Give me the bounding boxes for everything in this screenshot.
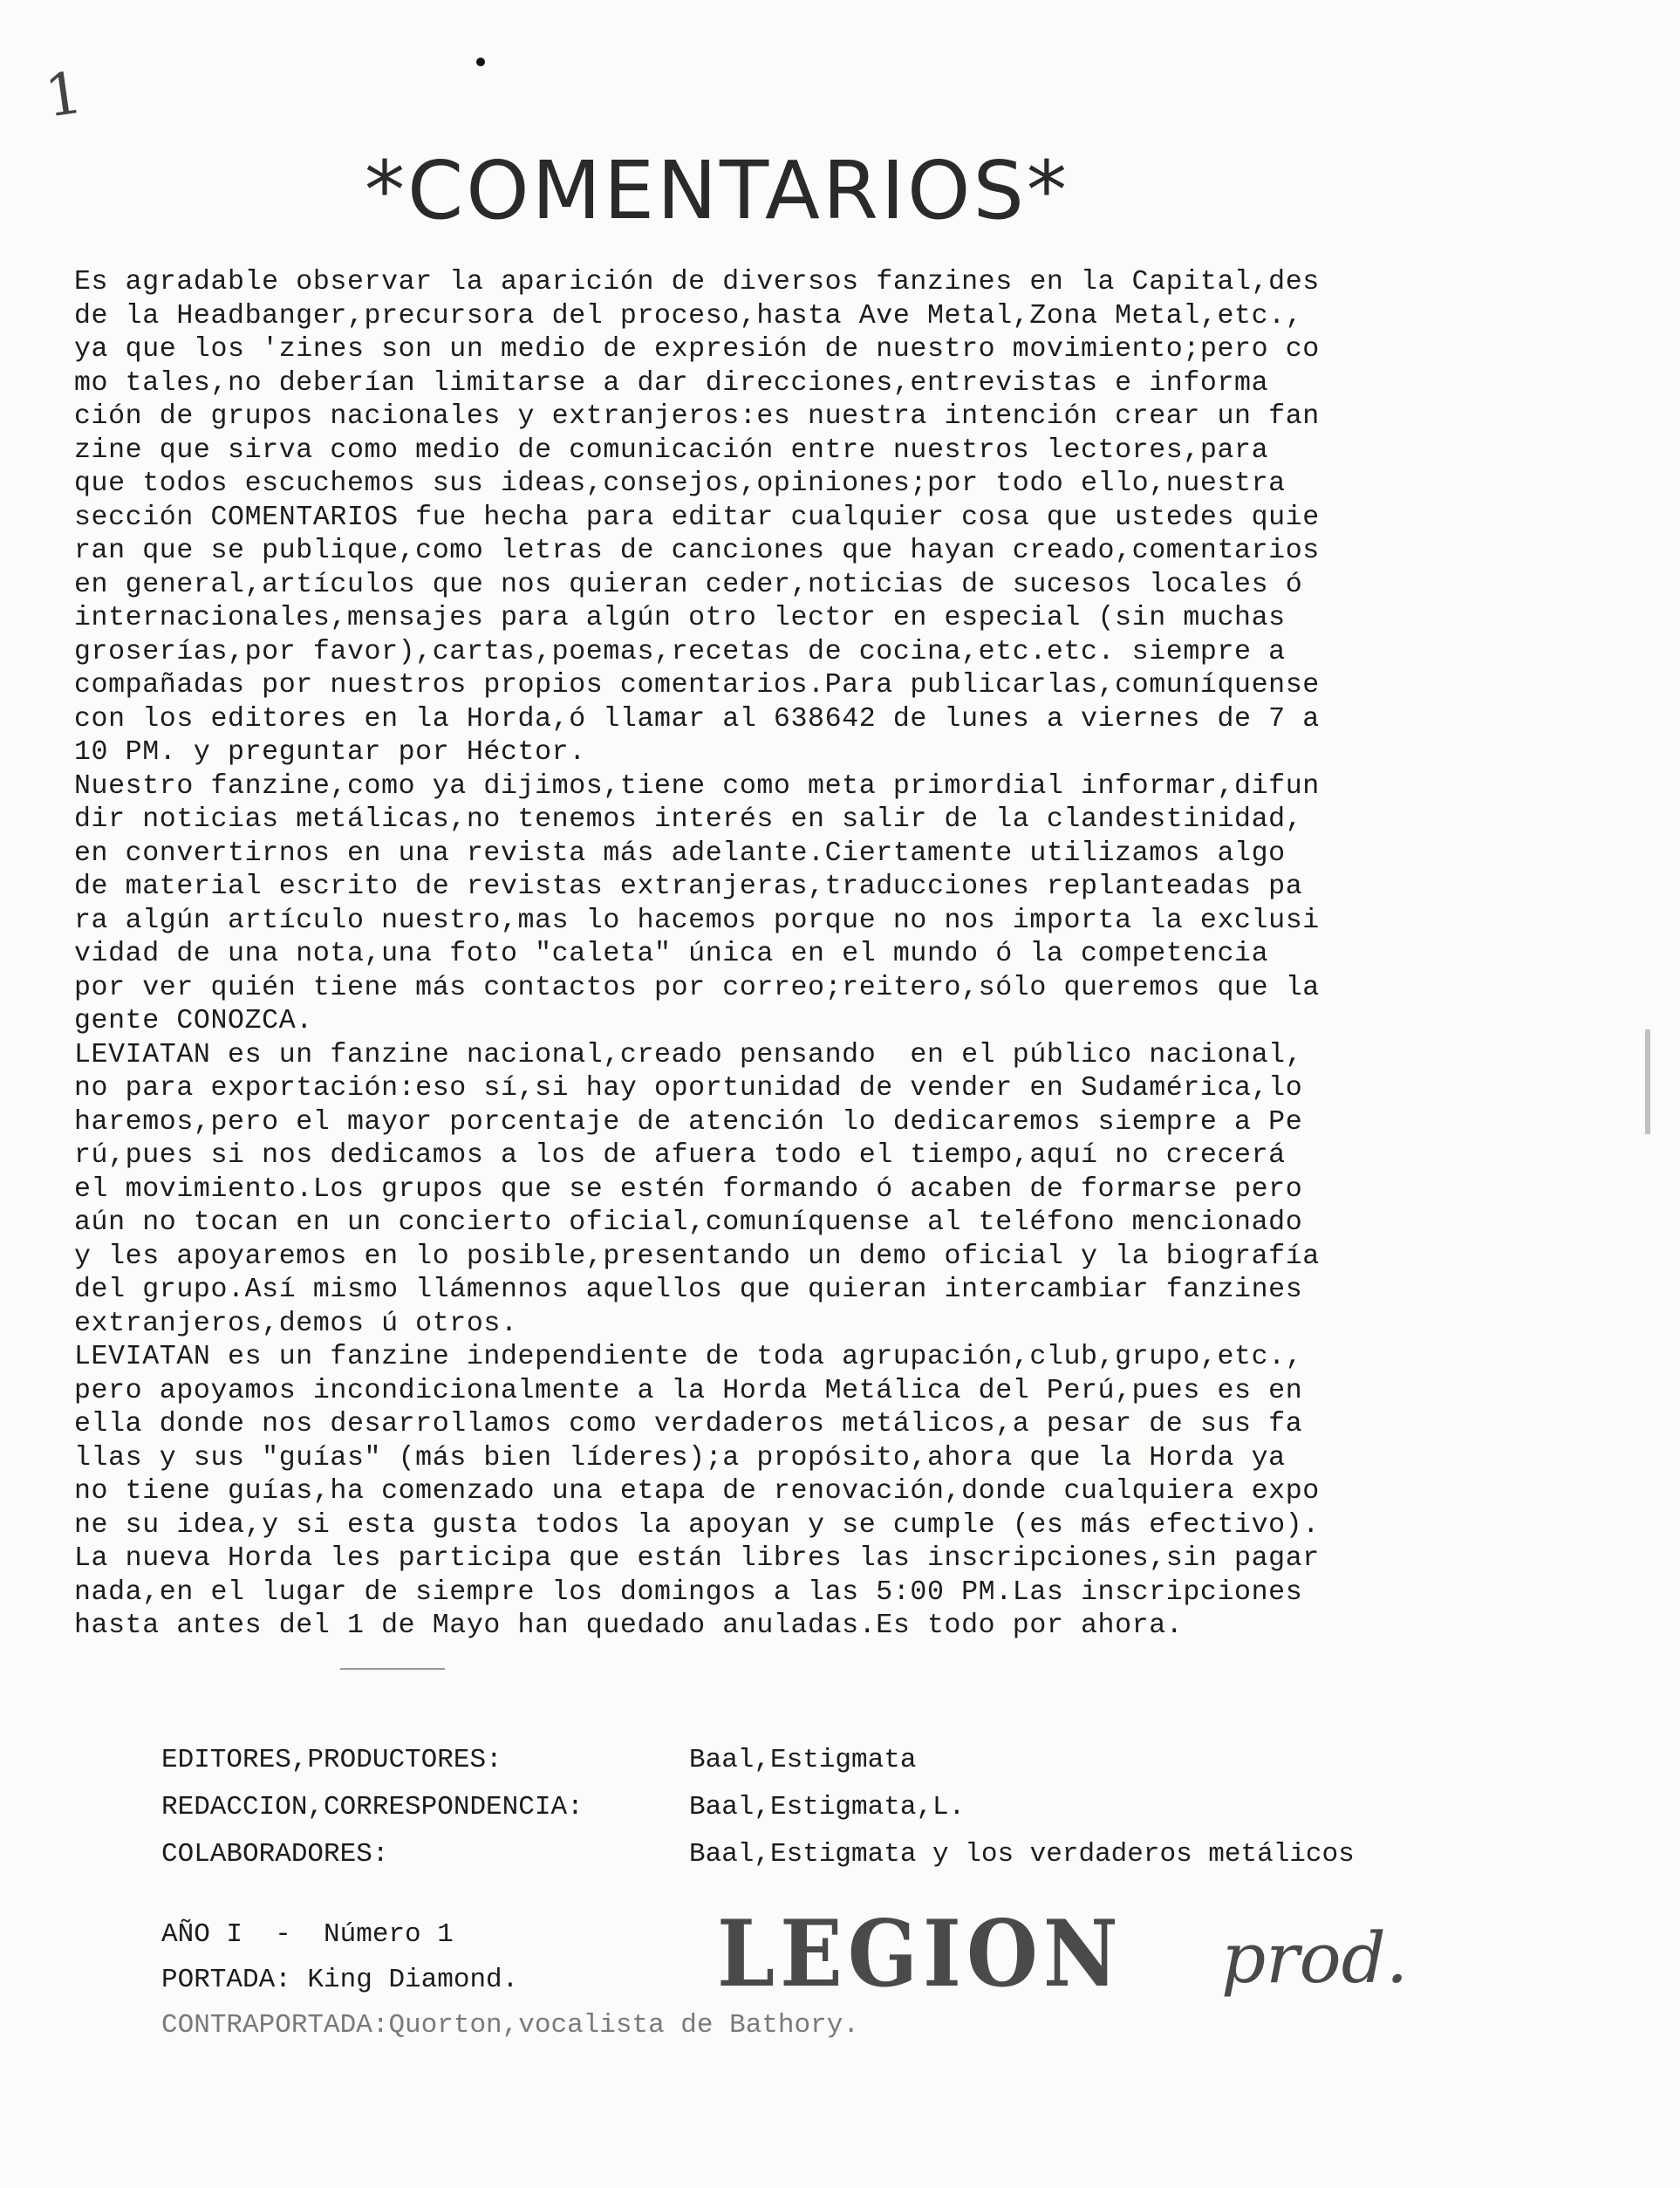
logo-prod-text: prod. (1221, 1918, 1409, 1999)
body-line: aún no tocan en un concierto oficial,comuníquense al teléfono mencionado (74, 1207, 1303, 1238)
body-line: zine que sirva como medio de comunicación entre nuestros lectores,para (74, 434, 1269, 466)
body-line: gente CONOZCA. (74, 1006, 313, 1036)
body-line: vidad de una nota,una foto "caleta" única en el mundo ó la competencia (74, 939, 1269, 969)
body-line: en general,artículos que nos quieran ceder,noticias de sucesos locales ó (74, 569, 1303, 600)
credit-row-collaborators (161, 1839, 1522, 1886)
body-line: con los editores en la Horda,ó llamar al 638642 de lunes a viernes de 7 a (74, 703, 1320, 735)
page-number-mark: 1 (40, 58, 87, 131)
body-line: Es agradable observar la aparición de diversos fanzines en la Capital,des (74, 267, 1320, 297)
back-cover-credit: CONTRAPORTADA:Quorton,vocalista de Bathory. (161, 2010, 859, 2041)
body-line: LEVIATAN es un fanzine nacional,creado pensando en el público nacional, (74, 1039, 1303, 1070)
body-line: pero apoyamos incondicionalmente a la Horda Metálica del Perú,pues es en (74, 1375, 1303, 1406)
body-line: el movimiento.Los grupos que se estén formando ó acaben de formarse pero (74, 1173, 1303, 1205)
body-line: hasta antes del 1 de Mayo han quedado anuladas.Es todo por ahora. (74, 1610, 1184, 1641)
body-line: La nueva Horda les participa que están libres las inscripciones,sin pagar (74, 1543, 1320, 1574)
body-line: groserías,por favor),cartas,poemas,recetas de cocina,etc.etc. siempre a (74, 636, 1286, 667)
legion-logo: LEGION (717, 1900, 1123, 2008)
body-line: nada,en el lugar de siempre los domingos a las 5:00 PM.Las inscripciones (74, 1576, 1303, 1608)
body-line: no tiene guías,ha comenzado una etapa de renovación,donde cualquiera expo (74, 1476, 1320, 1507)
body-line: ya que los 'zines son un medio de expresión de nuestro movimiento;pero co (74, 334, 1320, 365)
body-line: LEVIATAN es un fanzine independiente de toda agrupación,club,grupo,etc., (74, 1342, 1303, 1372)
body-line: que todos escuchemos sus ideas,consejos,opiniones;por todo ello,nuestra (74, 468, 1286, 499)
credit-row-redaction (161, 1792, 1522, 1839)
margin-mark (1645, 1029, 1650, 1134)
credit-value: Baal,Estigmata (689, 1745, 917, 1775)
cover-credit: PORTADA: King Diamond. (161, 1965, 519, 1995)
body-line: de material escrito de revistas extranjeras,traducciones replanteadas pa (74, 872, 1303, 902)
credits-block (161, 1745, 1522, 1886)
article-body (74, 266, 1487, 1644)
body-line: extranjeros,demos ú otros. (74, 1308, 518, 1339)
ink-dot (476, 58, 485, 66)
body-line: y les apoyaremos en lo posible,presentando un demo oficial y la biografía (74, 1241, 1320, 1272)
credit-row-editors (161, 1745, 1522, 1792)
credit-label: REDACCION,CORRESPONDENCIA: (161, 1792, 584, 1822)
body-line: por ver quién tiene más contactos por correo;reitero,sólo queremos que la (74, 972, 1320, 1003)
body-line: 10 PM. y preguntar por Héctor. (74, 737, 586, 768)
body-line: ne su idea,y si esta gusta todos la apoyan y se cumple (es más efectivo). (74, 1509, 1320, 1541)
body-line: de la Headbanger,precursora del proceso,hasta Ave Metal,Zona Metal,etc., (74, 300, 1303, 332)
body-line: dir noticias metálicas,no tenemos interés en salir de la clandestinidad, (74, 804, 1303, 835)
credit-label: COLABORADORES: (161, 1839, 389, 1870)
body-line: sección COMENTARIOS fue hecha para editar cualquier cosa que ustedes quie (74, 502, 1320, 533)
body-line: ella donde nos desarrollamos como verdaderos metálicos,a pesar de sus fa (74, 1409, 1303, 1439)
body-line: mo tales,no deberían limitarse a dar direcciones,entrevistas e informa (74, 367, 1269, 399)
body-line: no para exportación:eso sí,si hay oportunidad de vender en Sudamérica,lo (74, 1073, 1303, 1104)
credit-value: Baal,Estigmata,L. (689, 1792, 966, 1822)
page-title: *COMENTARIOS* (365, 144, 1069, 237)
body-line: rú,pues si nos dedicamos a los de afuera todo el tiempo,aquí no crecerá (74, 1140, 1286, 1171)
credit-label: EDITORES,PRODUCTORES: (161, 1745, 502, 1775)
body-line: compañadas por nuestros propios comentarios.Para publicarlas,comuníquense (74, 670, 1320, 701)
body-line: ra algún artículo nuestro,mas lo hacemos porque no nos importa la exclusi (74, 905, 1320, 936)
body-line: llas y sus "guías" (más bien líderes);a propósito,ahora que la Horda ya (74, 1442, 1286, 1473)
body-line: haremos,pero el mayor porcentaje de atención lo dedicaremos siempre a Pe (74, 1106, 1303, 1138)
body-line: del grupo.Así mismo llámennos aquellos que quieran intercambiar fanzines (74, 1275, 1303, 1305)
body-line: internacionales,mensajes para algún otro lector en especial (sin muchas (74, 603, 1286, 633)
body-line: Nuestro fanzine,como ya dijimos,tiene como meta primordial informar,difun (74, 770, 1320, 802)
body-line: en convertirnos en una revista más adelante.Ciertamente utilizamos algo (74, 838, 1286, 869)
issue-number: AÑO I - Número 1 (161, 1919, 454, 1950)
credit-value: Baal,Estigmata y los verdaderos metálicos (689, 1839, 1355, 1870)
body-line: ción de grupos nacionales y extranjeros:es nuestra intención crear un fan (74, 401, 1320, 432)
divider-line (340, 1668, 445, 1670)
body-line: ran que se publique,como letras de canciones que hayan creado,comentarios (74, 536, 1320, 566)
